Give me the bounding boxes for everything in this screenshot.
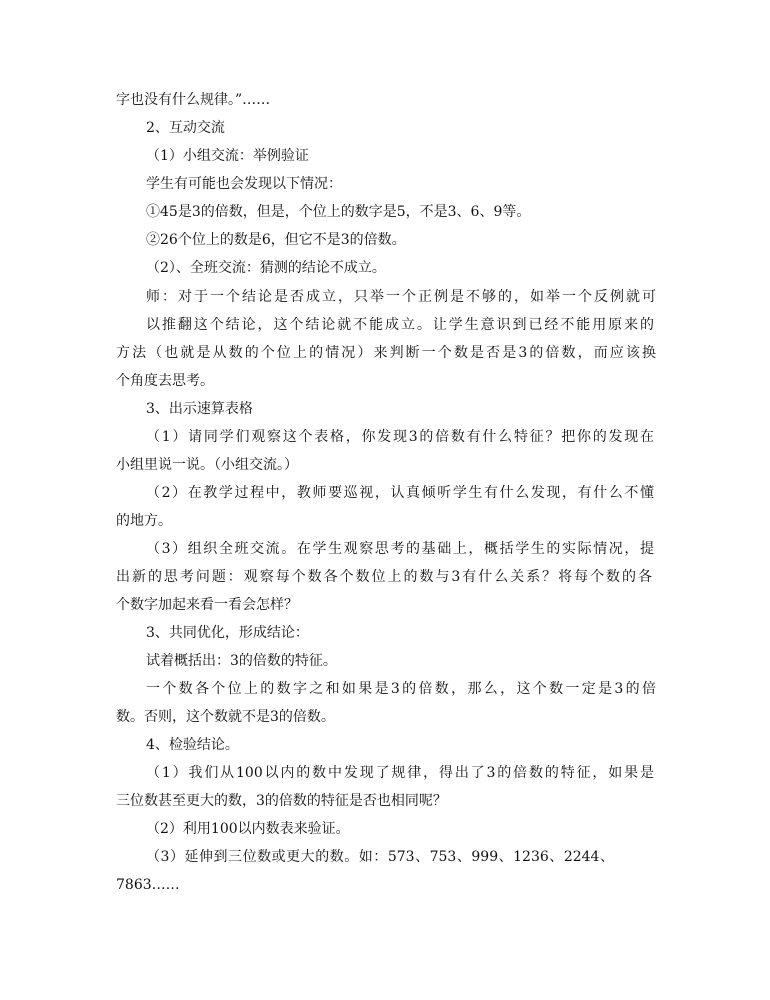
text-line: （1）请同学们观察这个表格，你发现3的倍数有什么特征？把你的发现在 — [146, 429, 654, 445]
text-line: 以推翻这个结论，这个结论就不能成立。让学生意识到已经不能用原来的 — [146, 317, 654, 333]
text-line: （2）在教学过程中，教师要巡视，认真倾听学生有什么发现，有什么不懂 — [146, 485, 654, 501]
text-line: 个角度去思考。 — [116, 373, 214, 389]
text-line: 字也没有什么规律。”…… — [116, 92, 271, 108]
text-line: 7863…… — [116, 877, 180, 893]
text-line: 三位数甚至更大的数，3的倍数的特征是否也相同呢？ — [116, 793, 447, 809]
section-heading: 3、共同优化，形成结论： — [146, 625, 309, 641]
text-line: （2）利用100以内数表来验证。 — [146, 821, 350, 837]
text-line: 学生有可能也会发现以下情况： — [146, 176, 342, 192]
text-line: 个数字加起来看一看会怎样？ — [116, 597, 298, 613]
text-line: （3）组织全班交流。在学生观察思考的基础上，概括学生的实际情况，提 — [146, 541, 654, 557]
text-line: 小组里说一说。（小组交流。） — [116, 457, 298, 473]
list-item: ②26个位上的数是6，但它不是3的倍数。 — [146, 232, 406, 248]
text-line: （1）我们从100以内的数中发现了规律，得出了3的倍数的特征，如果是 — [146, 765, 654, 781]
text-line: 试着概括出：3的倍数的特征。 — [146, 653, 337, 669]
text-line: 师：对于一个结论是否成立，只举一个正例是不够的，如举一个反例就可 — [146, 289, 656, 305]
subsection-heading: （1）小组交流：举例验证 — [146, 148, 309, 164]
text-line: 数。否则，这个数就不是3的倍数。 — [116, 709, 335, 725]
section-heading: 2、互动交流 — [146, 120, 225, 136]
text-line: 一个数各个位上的数字之和如果是3的倍数，那么，这个数一定是3的倍 — [146, 681, 656, 697]
section-heading: 3、出示速算表格 — [146, 401, 253, 417]
text-line: 出新的思考问题：观察每个数各个数位上的数与3有什么关系？将每个数的各 — [116, 569, 652, 585]
text-line: （3）延伸到三位数或更大的数。如：573、753、999、1236、2244、 — [146, 849, 614, 865]
text-line: 的地方。 — [116, 513, 172, 529]
text-line: 方法（也就是从数的个位上的情况）来判断一个数是否是3的倍数，而应该换 — [116, 345, 656, 361]
subsection-heading: （2）、全班交流：猜测的结论不成立。 — [146, 260, 386, 276]
section-heading: 4、检验结论。 — [146, 737, 239, 753]
list-item: ①45是3的倍数，但是，个位上的数字是5，不是3、6、9等。 — [146, 204, 531, 220]
